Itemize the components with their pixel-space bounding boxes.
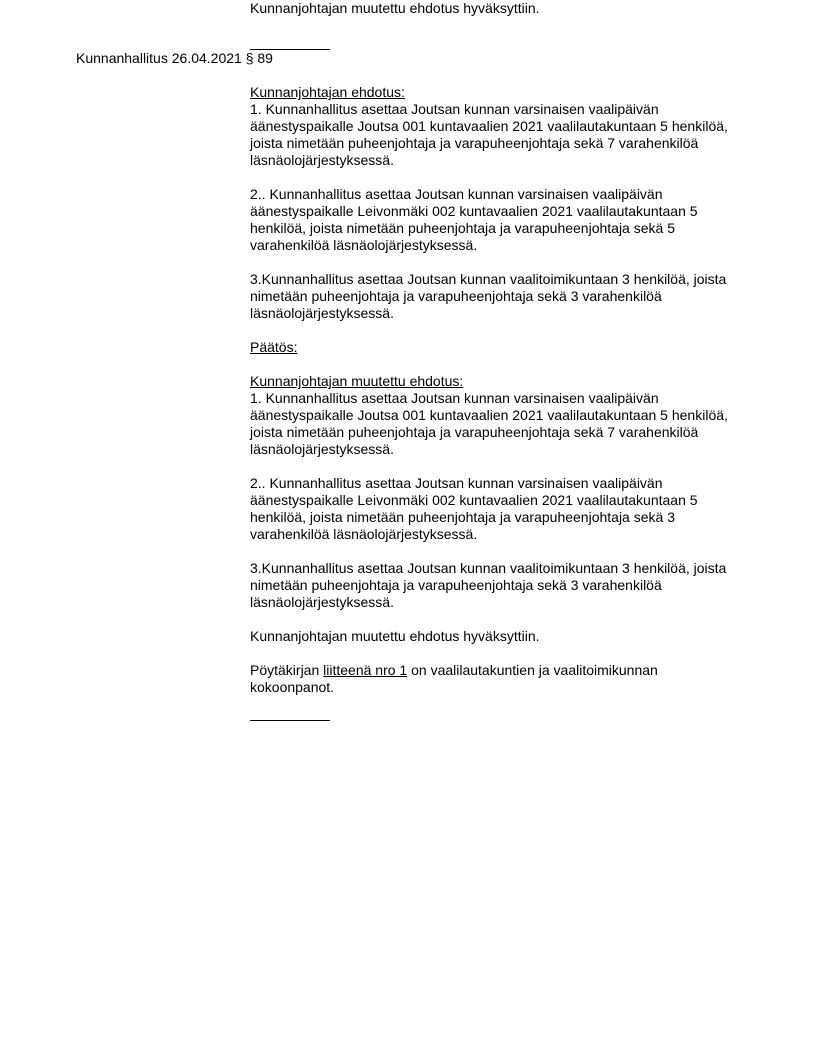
- section-body: [250, 84, 730, 721]
- modified-item-2: 2.. Kunnanhallitus asettaa Joutsan kunnan varsinaisen vaalipäivän äänestyspaikalle Leivonmäki 002 kuntavaalien 2021 vaalilautakuntaan 5 henkilöä, joista nimetään puheenjohtaja ja varapuheenjohtaja sekä 3 varahenkilöä läsnäolojärjestyksessä.: [250, 475, 698, 542]
- modified-proposal-heading: Kunnanjohtajan muutettu ehdotus:: [250, 373, 464, 389]
- proposal-block: [250, 84, 730, 169]
- meeting-reference: Kunnanhallitus 26.04.2021 § 89: [76, 50, 273, 66]
- appendix-text: [250, 662, 730, 696]
- previous-decision-text: Kunnanjohtajan muutettu ehdotus hyväksyttiin.: [250, 0, 540, 16]
- modified-item-1: 1. Kunnanhallitus asettaa Joutsan kunnan varsinaisen vaalipäivän äänestyspaikalle Joutsa 001 kuntavaalien 2021 vaalilautakuntaan 5 henkilöä, joista nimetään puheenjohtaja ja varapuheenjohtaja sekä 7 varahenkilöä läsnäolojärjestyksessä.: [250, 390, 728, 457]
- proposal-item-3: 3.Kunnanhallitus asettaa Joutsan kunnan vaalitoimikuntaan 3 henkilöä, joista nimetään puheenjohtaja ja varapuheenjohtaja sekä 3 varahenkilöä läsnäolojärjestyksessä.: [250, 271, 727, 321]
- proposal-item-1: 1. Kunnanhallitus asettaa Joutsan kunnan varsinaisen vaalipäivän äänestyspaikalle Joutsa 001 kuntavaalien 2021 vaalilautakuntaan 5 henkilöä, joista nimetään puheenjohtaja ja varapuheenjohtaja sekä 7 varahenkilöä läsnäolojärjestyksessä.: [250, 101, 728, 168]
- approval-text: Kunnanjohtajan muutettu ehdotus hyväksyttiin.: [250, 628, 540, 644]
- modified-item-3: 3.Kunnanhallitus asettaa Joutsan kunnan vaalitoimikuntaan 3 henkilöä, joista nimetään puheenjohtaja ja varapuheenjohtaja sekä 3 varahenkilöä läsnäolojärjestyksessä.: [250, 560, 727, 610]
- appendix-suffix: on vaalilautakuntien ja vaalitoimikunnan kokoonpanot.: [250, 662, 658, 695]
- proposal-item-2: 2.. Kunnanhallitus asettaa Joutsan kunnan varsinaisen vaalipäivän äänestyspaikalle Leivonmäki 002 kuntavaalien 2021 vaalilautakuntaan 5 henkilöä, joista nimetään puheenjohtaja ja varapuheenjohtaja sekä 5 varahenkilöä läsnäolojärjestyksessä.: [250, 186, 698, 253]
- modified-proposal-block: [250, 373, 730, 458]
- decision-block: [250, 339, 730, 356]
- end-divider: [250, 720, 330, 721]
- appendix-prefix: Pöytäkirjan: [250, 662, 324, 678]
- proposal-heading: Kunnanjohtajan ehdotus:: [250, 84, 405, 100]
- appendix-link[interactable]: liitteenä nro 1: [323, 662, 408, 678]
- decision-heading: Päätös:: [250, 339, 298, 355]
